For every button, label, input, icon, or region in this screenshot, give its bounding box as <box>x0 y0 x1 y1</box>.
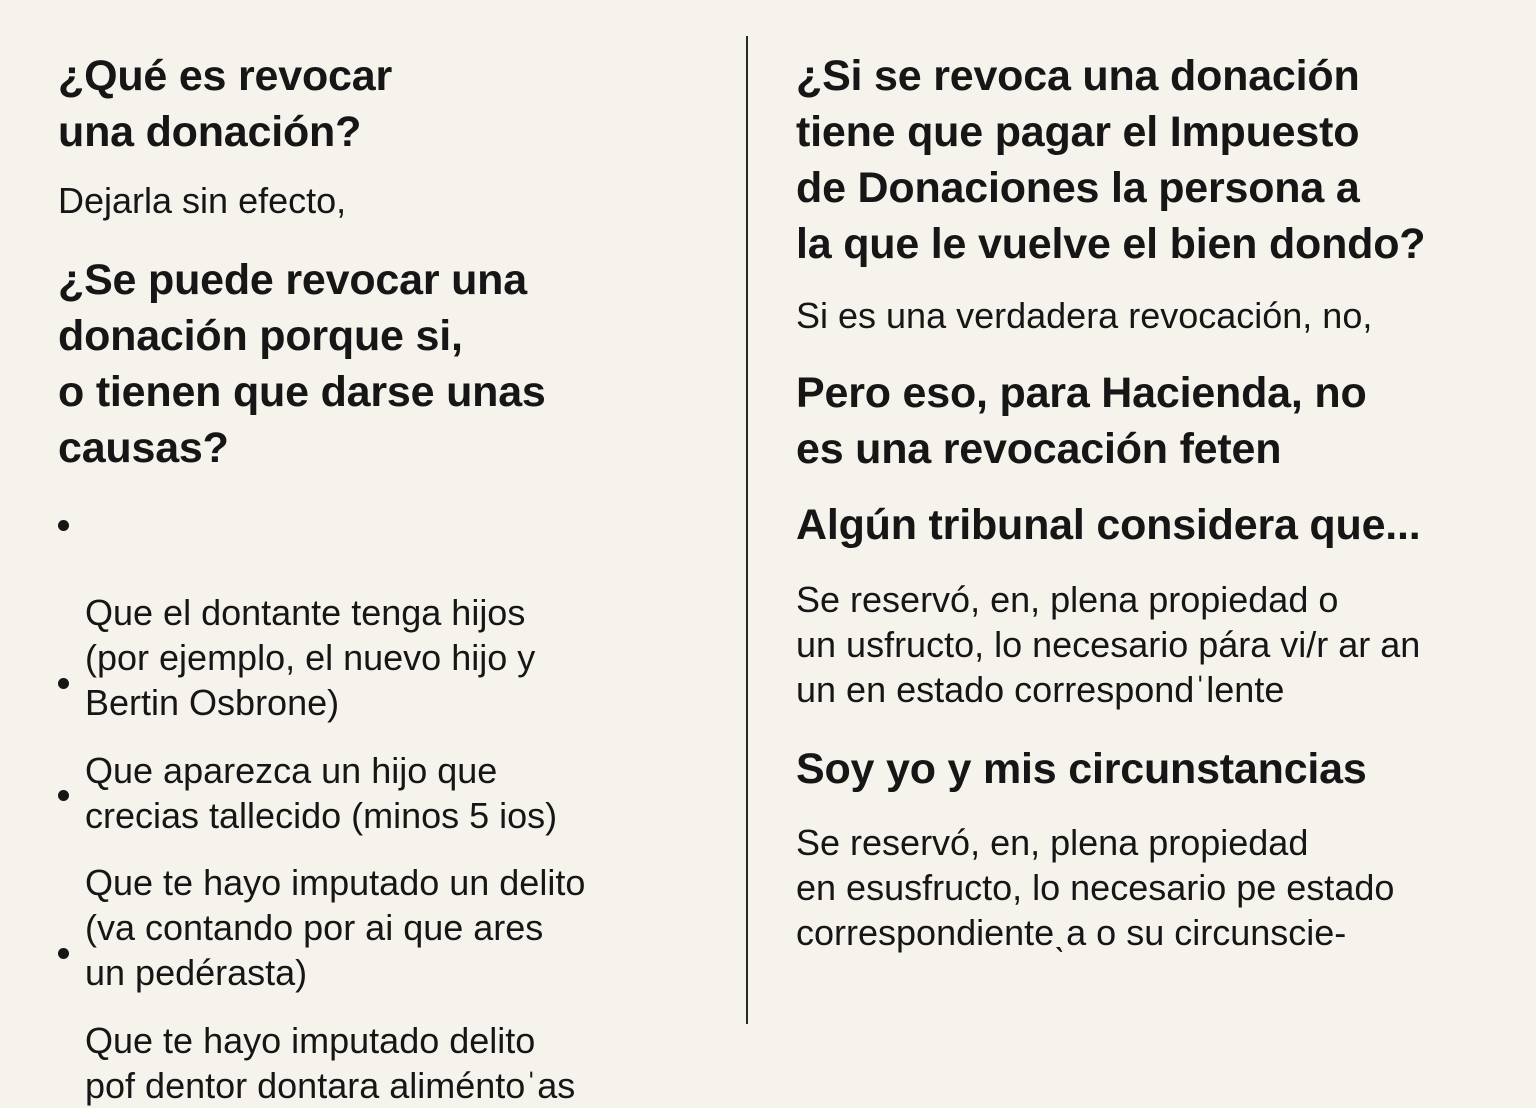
answer-true-revocation: Si es una verdadera revocación, no, <box>796 295 1373 336</box>
answer-reserved-usufruct: Se reservó, en, plena propiedad en esusfructo, lo necesario pe estado correspondienteˎa o su circunscie- <box>796 822 1395 953</box>
question-can-revoke-without-cause: ¿Se puede revocar una donación porque si, o tienen que darse unas causas? <box>58 256 546 472</box>
answer-reserved-property: Se reservó, en, plena propiedad o un usfructo, lo necesario pára vi/r ar an un en estado correspondˈlente <box>796 579 1421 710</box>
column-divider <box>746 36 748 1024</box>
heading-some-court: Algún tribunal considera que... <box>796 501 1421 549</box>
question-tax-on-revocation: ¿Si se revoca una donación tiene que pagar el Impuesto de Donaciones la persona a la que le vuelve el bien dondo? <box>796 52 1426 268</box>
bullet-text: Que te hayo imputado delito pof dentor dontara aliméntoˈas <box>85 1020 576 1106</box>
bullet-dot-icon <box>58 948 69 959</box>
bullet-text: Que te hayo imputado un delito (va contando por ai que ares un pedérasta) <box>85 862 586 993</box>
question-what-is-revoking: ¿Qué es revocar una donación? <box>58 52 393 156</box>
bullet-dot-icon <box>58 678 69 689</box>
heading-circumstances: Soy yo y mis circunstancias <box>796 745 1367 793</box>
bullet-text: Que aparezca un hijo que crecias tallecido (minos 5 ios) <box>85 750 558 836</box>
bullet-dot-icon <box>58 790 69 801</box>
answer-leave-without-effect: Dejarla sin efecto, <box>58 180 347 221</box>
bullet-item <box>58 928 725 1108</box>
heading-for-hacienda: Pero eso, para Hacienda, no es una revocación feten <box>796 369 1367 473</box>
bullet-dot-icon <box>58 520 69 531</box>
bullet-text: Que el dontante tenga hijos (por ejemplo, el nuevo hijo y Bertin Osbrone) <box>85 592 536 723</box>
